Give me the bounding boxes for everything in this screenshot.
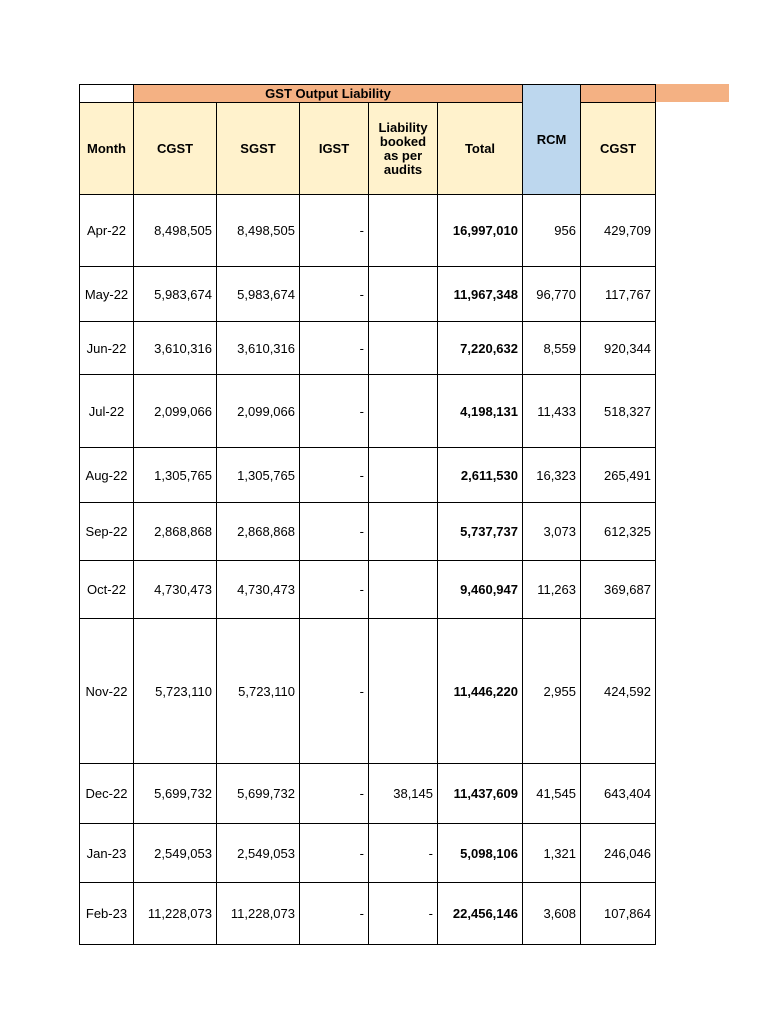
group-header-row: [80, 85, 656, 103]
cgst-cell[interactable]: 1,305,765: [134, 448, 217, 503]
cgst2-group-cell[interactable]: [581, 85, 656, 103]
igst-cell[interactable]: -: [300, 561, 369, 619]
rcm-cell[interactable]: 11,263: [523, 561, 581, 619]
rcm-cell[interactable]: 8,559: [523, 322, 581, 375]
table-row: [80, 824, 656, 883]
sgst-cell[interactable]: 2,099,066: [217, 375, 300, 448]
igst-header[interactable]: IGST: [300, 103, 369, 195]
cgst-cell[interactable]: 5,983,674: [134, 267, 217, 322]
table-row: [80, 322, 656, 375]
cgst2-cell[interactable]: 612,325: [581, 503, 656, 561]
rcm-cell[interactable]: 956: [523, 195, 581, 267]
rcm-cell[interactable]: 2,955: [523, 619, 581, 764]
sgst-cell[interactable]: 5,723,110: [217, 619, 300, 764]
header-fill-overflow: [654, 84, 729, 102]
total-cell[interactable]: 2,611,530: [438, 448, 523, 503]
table-row: [80, 195, 656, 267]
cgst-cell[interactable]: 2,549,053: [134, 824, 217, 883]
cgst2-cell[interactable]: 369,687: [581, 561, 656, 619]
liability-cell[interactable]: -: [369, 883, 438, 945]
rcm-cell[interactable]: 3,073: [523, 503, 581, 561]
cgst-cell[interactable]: 5,723,110: [134, 619, 217, 764]
sgst-cell[interactable]: 4,730,473: [217, 561, 300, 619]
cgst2-cell[interactable]: 246,046: [581, 824, 656, 883]
igst-cell[interactable]: -: [300, 195, 369, 267]
cgst-header[interactable]: CGST: [134, 103, 217, 195]
month-cell[interactable]: Oct-22: [80, 561, 134, 619]
total-cell[interactable]: 5,098,106: [438, 824, 523, 883]
igst-cell[interactable]: -: [300, 619, 369, 764]
total-cell[interactable]: 16,997,010: [438, 195, 523, 267]
month-cell[interactable]: Jun-22: [80, 322, 134, 375]
igst-cell[interactable]: -: [300, 824, 369, 883]
month-cell[interactable]: Jul-22: [80, 375, 134, 448]
total-cell[interactable]: 4,198,131: [438, 375, 523, 448]
cgst2-cell[interactable]: 424,592: [581, 619, 656, 764]
sgst-cell[interactable]: 8,498,505: [217, 195, 300, 267]
blank-header-cell[interactable]: [80, 85, 134, 103]
cgst2-cell[interactable]: 107,864: [581, 883, 656, 945]
cgst-cell[interactable]: 4,730,473: [134, 561, 217, 619]
igst-cell[interactable]: -: [300, 267, 369, 322]
table-row: [80, 883, 656, 945]
table-row: [80, 503, 656, 561]
rcm-cell[interactable]: 1,321: [523, 824, 581, 883]
month-cell[interactable]: Feb-23: [80, 883, 134, 945]
table-row: [80, 375, 656, 448]
cgst2-header[interactable]: CGST: [581, 103, 656, 195]
total-cell[interactable]: 11,446,220: [438, 619, 523, 764]
cgst2-cell[interactable]: 265,491: [581, 448, 656, 503]
liability-cell[interactable]: 38,145: [369, 764, 438, 824]
total-header[interactable]: Total: [438, 103, 523, 195]
cgst2-cell[interactable]: 429,709: [581, 195, 656, 267]
igst-cell[interactable]: -: [300, 764, 369, 824]
group-title[interactable]: GST Output Liability: [134, 85, 523, 103]
cgst2-cell[interactable]: 117,767: [581, 267, 656, 322]
igst-cell[interactable]: -: [300, 448, 369, 503]
table-row: [80, 561, 656, 619]
table-row: [80, 448, 656, 503]
month-cell[interactable]: Jan-23: [80, 824, 134, 883]
liability-cell[interactable]: [369, 267, 438, 322]
rcm-header[interactable]: RCM: [523, 85, 581, 195]
month-cell[interactable]: Dec-22: [80, 764, 134, 824]
month-cell[interactable]: Apr-22: [80, 195, 134, 267]
total-cell[interactable]: 11,437,609: [438, 764, 523, 824]
sgst-cell[interactable]: 5,983,674: [217, 267, 300, 322]
cgst-cell[interactable]: 11,228,073: [134, 883, 217, 945]
liability-cell[interactable]: [369, 448, 438, 503]
liability-cell[interactable]: [369, 503, 438, 561]
rcm-cell[interactable]: 3,608: [523, 883, 581, 945]
igst-cell[interactable]: -: [300, 503, 369, 561]
rcm-cell[interactable]: 11,433: [523, 375, 581, 448]
liability-cell[interactable]: [369, 619, 438, 764]
sgst-header[interactable]: SGST: [217, 103, 300, 195]
total-cell[interactable]: 7,220,632: [438, 322, 523, 375]
cgst2-cell[interactable]: 920,344: [581, 322, 656, 375]
sgst-cell[interactable]: 1,305,765: [217, 448, 300, 503]
igst-cell[interactable]: -: [300, 375, 369, 448]
cgst-cell[interactable]: 2,099,066: [134, 375, 217, 448]
gst-liability-table: [79, 84, 656, 945]
month-cell[interactable]: Sep-22: [80, 503, 134, 561]
cgst2-cell[interactable]: 643,404: [581, 764, 656, 824]
sgst-cell[interactable]: 2,549,053: [217, 824, 300, 883]
month-cell[interactable]: May-22: [80, 267, 134, 322]
total-cell[interactable]: 22,456,146: [438, 883, 523, 945]
cgst-cell[interactable]: 5,699,732: [134, 764, 217, 824]
liability-header[interactable]: Liability booked as per audits: [369, 103, 438, 195]
liability-cell[interactable]: [369, 561, 438, 619]
rcm-cell[interactable]: 96,770: [523, 267, 581, 322]
rcm-cell[interactable]: 16,323: [523, 448, 581, 503]
sgst-cell[interactable]: 11,228,073: [217, 883, 300, 945]
total-cell[interactable]: 11,967,348: [438, 267, 523, 322]
table-row: [80, 619, 656, 764]
liability-cell[interactable]: [369, 195, 438, 267]
month-cell[interactable]: Aug-22: [80, 448, 134, 503]
sgst-cell[interactable]: 3,610,316: [217, 322, 300, 375]
liability-cell[interactable]: [369, 375, 438, 448]
total-cell[interactable]: 9,460,947: [438, 561, 523, 619]
liability-cell[interactable]: [369, 322, 438, 375]
igst-cell[interactable]: -: [300, 883, 369, 945]
sgst-cell[interactable]: 2,868,868: [217, 503, 300, 561]
table-row: [80, 764, 656, 824]
cgst2-cell[interactable]: 518,327: [581, 375, 656, 448]
sgst-cell[interactable]: 5,699,732: [217, 764, 300, 824]
cgst-cell[interactable]: 2,868,868: [134, 503, 217, 561]
month-cell[interactable]: Nov-22: [80, 619, 134, 764]
cgst-cell[interactable]: 3,610,316: [134, 322, 217, 375]
total-cell[interactable]: 5,737,737: [438, 503, 523, 561]
cgst-cell[interactable]: 8,498,505: [134, 195, 217, 267]
liability-cell[interactable]: -: [369, 824, 438, 883]
igst-cell[interactable]: -: [300, 322, 369, 375]
month-header[interactable]: Month: [80, 103, 134, 195]
rcm-cell[interactable]: 41,545: [523, 764, 581, 824]
table-row: [80, 267, 656, 322]
